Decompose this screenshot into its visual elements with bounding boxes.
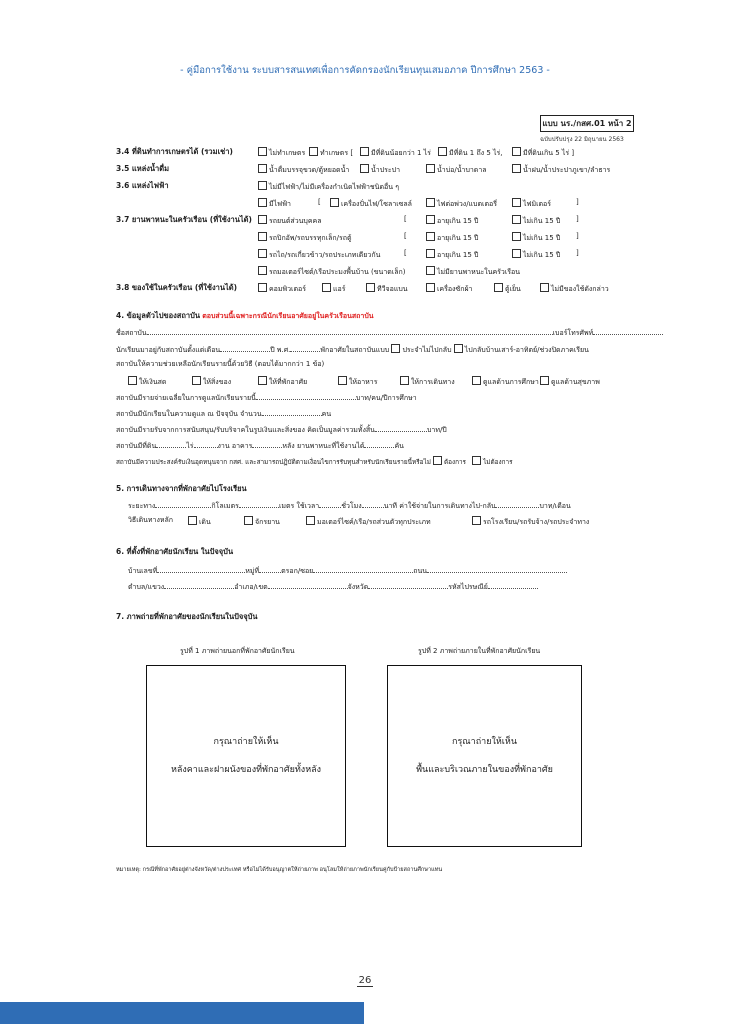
s4-care-field[interactable] <box>262 408 322 416</box>
s6-province-label: จังหวัด <box>347 583 369 591</box>
checkbox[interactable] <box>258 249 267 258</box>
s6-moo-field[interactable] <box>259 565 281 573</box>
checkbox[interactable] <box>391 344 400 353</box>
s6-road-field[interactable] <box>427 565 567 573</box>
s36-bracket-close: ] <box>576 198 579 206</box>
s4-help-4[interactable]: ให้การเดินทาง <box>400 376 455 387</box>
checkbox[interactable] <box>512 215 521 224</box>
s4-help-2[interactable]: ให้ที่พักอาศัย <box>258 376 307 387</box>
s6-soi-field[interactable] <box>313 565 413 573</box>
checkbox[interactable] <box>360 147 369 156</box>
checkbox[interactable] <box>258 283 267 292</box>
checkbox[interactable] <box>426 215 435 224</box>
s4-help-0[interactable]: ให้เงินสด <box>128 376 166 387</box>
s37-row-1-close: ] <box>576 232 579 240</box>
s4-building-unit: หลัง <box>282 442 295 450</box>
checkbox[interactable] <box>258 198 267 207</box>
s4-building-label: อาคาร <box>231 442 253 450</box>
s38-opt-5[interactable]: ไม่มีของใช้ดังกล่าว <box>540 283 609 294</box>
s4-want-yes: ต้องการ <box>443 458 466 466</box>
checkbox[interactable] <box>494 283 503 292</box>
s34-opt-3[interactable]: มีที่ดิน 1 ถึง 5 ไร่, <box>438 147 503 158</box>
checkbox[interactable] <box>322 283 331 292</box>
s38-opt-3[interactable]: เครื่องซักผ้า <box>426 283 472 294</box>
s38-opt-4[interactable]: ตู้เย็น <box>494 283 521 294</box>
s4-name-row <box>116 327 663 338</box>
s4-note: ตอบส่วนนี้เฉพาะกรณีนักเรียนอาศัยอยู่ในครัวเรือนสถาบัน <box>202 312 374 320</box>
s35-label: 3.5 แหล่งน้ำดื่ม <box>116 164 170 173</box>
s37-row-0-old[interactable]: อายุเกิน 15 ปี <box>426 215 478 226</box>
s4-ngan-field[interactable] <box>194 440 218 448</box>
s6-row-2 <box>128 581 538 592</box>
checkbox[interactable] <box>454 344 463 353</box>
footer-bar <box>0 1002 364 1024</box>
s35-opt-2[interactable]: น้ำบ่อ/น้ำบาดาล <box>426 164 487 175</box>
s4-land-row <box>116 440 404 451</box>
s5-method-1[interactable]: จักรยาน <box>244 516 280 527</box>
revised-date: ฉบับปรับปรุง 22 มิถุนายน 2563 <box>540 136 624 143</box>
checkbox[interactable] <box>512 198 521 207</box>
s5-distance-row <box>128 500 571 511</box>
checkbox[interactable] <box>258 232 267 241</box>
checkbox[interactable] <box>426 266 435 275</box>
s6-postcode-field[interactable] <box>488 581 538 589</box>
checkbox[interactable] <box>258 266 267 275</box>
s6-amphoe-field[interactable] <box>268 581 348 589</box>
s4-since-row <box>116 344 589 355</box>
checkbox[interactable] <box>188 516 197 525</box>
s4-help-5[interactable]: ดูแลด้านการศึกษา <box>472 376 539 387</box>
s5-method-label: วิธีเดินทางหลัก <box>128 516 174 524</box>
s4-help-3[interactable]: ให้อาหาร <box>338 376 377 387</box>
s4-fund-unit: บาท/ปี <box>426 426 447 434</box>
checkbox[interactable] <box>128 376 137 385</box>
checkbox[interactable] <box>244 516 253 525</box>
s4-stay-opt-0: ประจำไม่ไปกลับ <box>402 346 452 354</box>
s4-name-label: ชื่อสถาบัน <box>116 329 147 337</box>
s37-row-0-open: [ <box>404 215 407 223</box>
page-header: - คู่มือการใช้งาน ระบบสารสนเทศเพื่อการคัดกรองนักเรียนทุนเสมอภาค ปีการศึกษา 2563 - <box>180 65 550 76</box>
s35-opt-1[interactable]: น้ำประปา <box>360 164 400 175</box>
s36-bracket-open: [ <box>318 198 321 206</box>
photo-1-box[interactable] <box>146 665 346 847</box>
remark: หมายเหตุ: กรณีที่พักอาศัยอยู่ต่างจังหวัด/ต่างประเทศ หรือไม่ได้รับอนุญาตให้ถ่ายภาพ อนุโลมให้ถ่ายภาพนักเรียนคู่กับป้ายสถานศึกษาแทน <box>116 867 443 873</box>
s6-moo-label: หมู่ที่ <box>245 567 260 575</box>
s34-opt-0[interactable]: ไม่ทำเกษตร <box>258 147 305 158</box>
checkbox[interactable] <box>433 456 442 465</box>
s6-soi-label: ตรอก/ซอย <box>281 567 314 575</box>
s34-opt-2[interactable]: มีที่ดินน้อยกว่า 1 ไร่ <box>360 147 431 158</box>
checkbox[interactable] <box>426 232 435 241</box>
s5-cost-unit: บาท/เดือน <box>539 502 571 510</box>
s6-house-label: บ้านเลขที่ <box>128 567 158 575</box>
s4-want-row <box>116 456 513 467</box>
checkbox[interactable] <box>400 376 409 385</box>
s36-opt-4[interactable]: ไฟต่อพ่วง/แบตเตอรี่ <box>426 198 497 209</box>
checkbox[interactable] <box>426 164 435 173</box>
page-number-text: 26 <box>358 975 372 986</box>
s4-cost-row <box>116 392 417 403</box>
checkbox[interactable] <box>472 456 481 465</box>
checkbox[interactable] <box>540 283 549 292</box>
s5-m-field[interactable] <box>239 500 279 508</box>
s4-heading <box>116 311 374 321</box>
s37-none[interactable]: ไม่มียานพาหนะในครัวเรือน <box>426 266 520 277</box>
photo-1-detail: หลังคาและฝาผนังของที่พักอาศัยทั้งหลัง <box>170 765 322 775</box>
s4-want-no: ไม่ต้องการ <box>483 458 513 466</box>
s4-cost-label: สถาบันมีรายจ่ายเฉลี่ยในการดูแลนักเรียนรายนี้ <box>116 394 256 402</box>
s37-label: 3.7 ยานพาหนะในครัวเรือน (ที่ใช้งานได้) <box>116 215 252 224</box>
s4-stay-label: พักอาศัยในสถาบันแบบ <box>320 346 390 354</box>
s4-phone-field[interactable] <box>593 327 663 335</box>
s4-care-label: สถาบันมีนักเรียนในความดูแล ณ ปัจจุบัน จำนวน <box>116 410 262 418</box>
s5-hour-unit: ชั่วโมง <box>341 502 362 510</box>
checkbox[interactable] <box>258 164 267 173</box>
s4-help-6[interactable]: ดูแลด้านสุขภาพ <box>540 376 600 387</box>
s35-opt-0[interactable]: น้ำดื่มบรรจุขวด/ตู้หยอดน้ำ <box>258 164 349 175</box>
s37-row-2[interactable]: รถไถ/รถเกี่ยวข้าว/รถประเภทเดียวกัน <box>258 249 380 260</box>
form-code-box: แบบ นร./กสศ.01 หน้า 2 <box>540 115 634 132</box>
s38-opt-0[interactable]: คอมพิวเตอร์ <box>258 283 306 294</box>
s4-phone-label: เบอร์โทรศัพท์ <box>552 329 594 337</box>
s4-building-field[interactable] <box>252 440 282 448</box>
s4-cost-field[interactable] <box>256 392 356 400</box>
s6-province-field[interactable] <box>368 581 448 589</box>
checkbox[interactable] <box>426 283 435 292</box>
checkbox[interactable] <box>309 147 318 156</box>
s37-row-2-old[interactable]: อายุเกิน 15 ปี <box>426 249 478 260</box>
checkbox[interactable] <box>258 215 267 224</box>
s4-help-1[interactable]: ให้สิ่งของ <box>192 376 231 387</box>
s37-row-1-open: [ <box>404 232 407 240</box>
s38-label: 3.8 ของใช้ในครัวเรือน (ที่ใช้งานได้) <box>116 283 238 292</box>
s5-distance-label: ระยะทาง <box>128 502 156 510</box>
s5-minute-field[interactable] <box>362 500 384 508</box>
s36-opt-3[interactable]: เครื่องปั่นไฟ/โซลาเซลล์ <box>330 198 412 209</box>
checkbox[interactable] <box>426 198 435 207</box>
photo-2-caption: รูปที่ 2 ภาพถ่ายภายในที่พักอาศัยนักเรียน <box>418 647 541 655</box>
s6-postcode-label: รหัสไปรษณีย์ <box>448 583 488 591</box>
s4-rai-field[interactable] <box>156 440 186 448</box>
s36-label: 3.6 แหล่งไฟฟ้า <box>116 181 169 190</box>
s5-method-3[interactable]: รถโรงเรียน/รถรับจ้าง/รถประจำทาง <box>472 516 589 527</box>
checkbox[interactable] <box>306 516 315 525</box>
checkbox[interactable] <box>512 249 521 258</box>
checkbox[interactable] <box>192 376 201 385</box>
s37-row-2-close: ] <box>576 249 579 257</box>
s37-motorcycle[interactable]: รถมอเตอร์ไซต์/เรือประมงพื้นบ้าน (ขนาดเล็ก) <box>258 266 405 277</box>
s37-row-0-close: ] <box>576 215 579 223</box>
s4-ngan-unit: งาน <box>217 442 230 450</box>
s4-vehicle-unit: คัน <box>394 442 404 450</box>
s4-year-label: ปี พ.ศ. <box>270 346 291 354</box>
s36-opt-1[interactable]: มีไฟฟ้า <box>258 198 291 209</box>
s34-opt-1[interactable]: ทำเกษตร [ <box>309 147 353 158</box>
s37-row-1-old[interactable]: อายุเกิน 15 ปี <box>426 232 478 243</box>
photo-2-instruction: กรุณาถ่ายให้เห็น <box>452 737 517 747</box>
s34-opt-4[interactable]: มีที่ดินเกิน 5 ไร่ ] <box>512 147 574 158</box>
s6-tambon-label: ตำบล/แขวง <box>128 583 165 591</box>
s35-opt-3[interactable]: น้ำฝน/น้ำประปาภูเขา/ลำธาร <box>512 164 610 175</box>
s36-opt-5[interactable]: ไฟมิเตอร์ <box>512 198 551 209</box>
s38-opt-1[interactable]: แอร์ <box>322 283 345 294</box>
s4-name-field[interactable] <box>147 327 553 335</box>
checkbox[interactable] <box>512 164 521 173</box>
s5-method-0[interactable]: เดิน <box>188 516 211 527</box>
s4-title: 4. ข้อมูลตัวไปของสถาบัน <box>116 311 200 320</box>
s37-row-0[interactable]: รถยนต์ส่วนบุคคล <box>258 215 322 226</box>
s4-fund-label: สถาบันมีรายรับจากการสนับสนุน/รับบริจาคในรูปเงินและสิ่งของ คิดเป็นมูลค่ารวมทั้งสิ้น <box>116 426 375 434</box>
s6-amphoe-label: อำเภอ/เขต <box>234 583 268 591</box>
photo-1-caption: รูปที่ 1 ภาพถ่ายนอกที่พักอาศัยนักเรียน <box>180 647 295 655</box>
s4-month-field[interactable] <box>220 344 270 352</box>
checkbox[interactable] <box>338 376 347 385</box>
s37-row-1-new[interactable]: ไม่เกิน 15 ปี <box>512 232 560 243</box>
s5-cost-label: นาที ค่าใช้จ่ายในการเดินทางไป-กลับ <box>383 502 496 510</box>
s38-opt-2[interactable]: ทีวีจอแบน <box>366 283 408 294</box>
checkbox[interactable] <box>512 232 521 241</box>
checkbox[interactable] <box>360 164 369 173</box>
s6-row-1 <box>128 565 567 576</box>
s4-vehicle-field[interactable] <box>364 440 394 448</box>
s6-road-label: ถนน <box>413 567 428 575</box>
s4-fund-row <box>116 424 447 435</box>
s37-row-0-new[interactable]: ไม่เกิน 15 ปี <box>512 215 560 226</box>
s5-method-2[interactable]: มอเตอร์ไซค์/เรือ/รถส่วนตัวทุกประเภท <box>306 516 431 527</box>
photo-1-instruction: กรุณาถ่ายให้เห็น <box>213 737 279 747</box>
s7-title: 7. ภาพถ่ายที่พักอาศัยของนักเรียนในปัจจุบัน <box>116 612 258 621</box>
checkbox[interactable] <box>426 249 435 258</box>
s4-want-label: สถาบันมีความประสงค์รับเงินอุดหนุนจาก กสศ. และสามารถปฏิบัติตามเงื่อนไขการรับทุนสำหรับนักเรียนรายนี้หรือไม่ <box>116 458 431 466</box>
s4-rai-unit: ไร่ <box>186 442 194 450</box>
s6-house-field[interactable] <box>157 565 245 573</box>
s5-km-field[interactable] <box>155 500 211 508</box>
checkbox[interactable] <box>258 181 267 190</box>
s4-stay-opt-1: ไปกลับบ้านเสาร์-อาทิตย์/ช่วงปิดภาคเรียน <box>464 346 589 354</box>
photo-2-box[interactable] <box>387 665 582 847</box>
s37-row-1[interactable]: รถปิกอัพ/รถบรรทุกเล็ก/รถตู้ <box>258 232 352 243</box>
photo-2-detail: พื้นและบริเวณภายในของที่พักอาศัย <box>416 765 553 775</box>
checkbox[interactable] <box>438 147 447 156</box>
checkbox[interactable] <box>258 147 267 156</box>
s4-land-label: สถาบันมีที่ดิน <box>116 442 157 450</box>
checkbox[interactable] <box>472 516 481 525</box>
s6-tambon-field[interactable] <box>164 581 234 589</box>
checkbox[interactable] <box>330 198 339 207</box>
s4-care-row <box>116 408 331 419</box>
s4-help-question: สถาบันให้ความช่วยเหลือนักเรียนรายนี้ด้วยวิธี (ตอบได้มากกว่า 1 ข้อ) <box>116 360 325 368</box>
checkbox[interactable] <box>258 376 267 385</box>
s5-time-label: เมตร ใช้เวลา <box>278 502 320 510</box>
s4-year-field[interactable] <box>290 344 320 352</box>
checkbox[interactable] <box>512 147 521 156</box>
s4-care-unit: คน <box>321 410 332 418</box>
s6-title: 6. ที่ตั้งที่พักอาศัยนักเรียน ในปัจจุบัน <box>116 547 234 556</box>
page-number <box>0 975 730 986</box>
checkbox[interactable] <box>472 376 481 385</box>
s36-opt-0[interactable]: ไม่มีไฟฟ้า/ไม่มีเครื่องกำเนิดไฟฟ้าชนิดอื่น ๆ <box>258 181 399 192</box>
s4-vehicle-label: ยานพาหนะที่ใช้งานได้ <box>296 442 365 450</box>
s37-row-2-open: [ <box>404 249 407 257</box>
s4-since-label: นักเรียนมาอยู่กับสถาบันตั้งแต่เดือน <box>116 346 221 354</box>
s4-cost-unit: บาท/คน/ปีการศึกษา <box>355 394 417 402</box>
s5-hour-field[interactable] <box>319 500 341 508</box>
s5-cost-field[interactable] <box>495 500 539 508</box>
s37-row-2-new[interactable]: ไม่เกิน 15 ปี <box>512 249 560 260</box>
s5-title: 5. การเดินทางจากที่พักอาศัยไปโรงเรียน <box>116 484 247 493</box>
checkbox[interactable] <box>540 376 549 385</box>
checkbox[interactable] <box>366 283 375 292</box>
s34-label: 3.4 ที่ดินทำการเกษตรได้ (รวมเช่า) <box>116 147 233 156</box>
s5-km-unit: กิโลเมตร <box>211 502 239 510</box>
s4-fund-field[interactable] <box>375 424 427 432</box>
